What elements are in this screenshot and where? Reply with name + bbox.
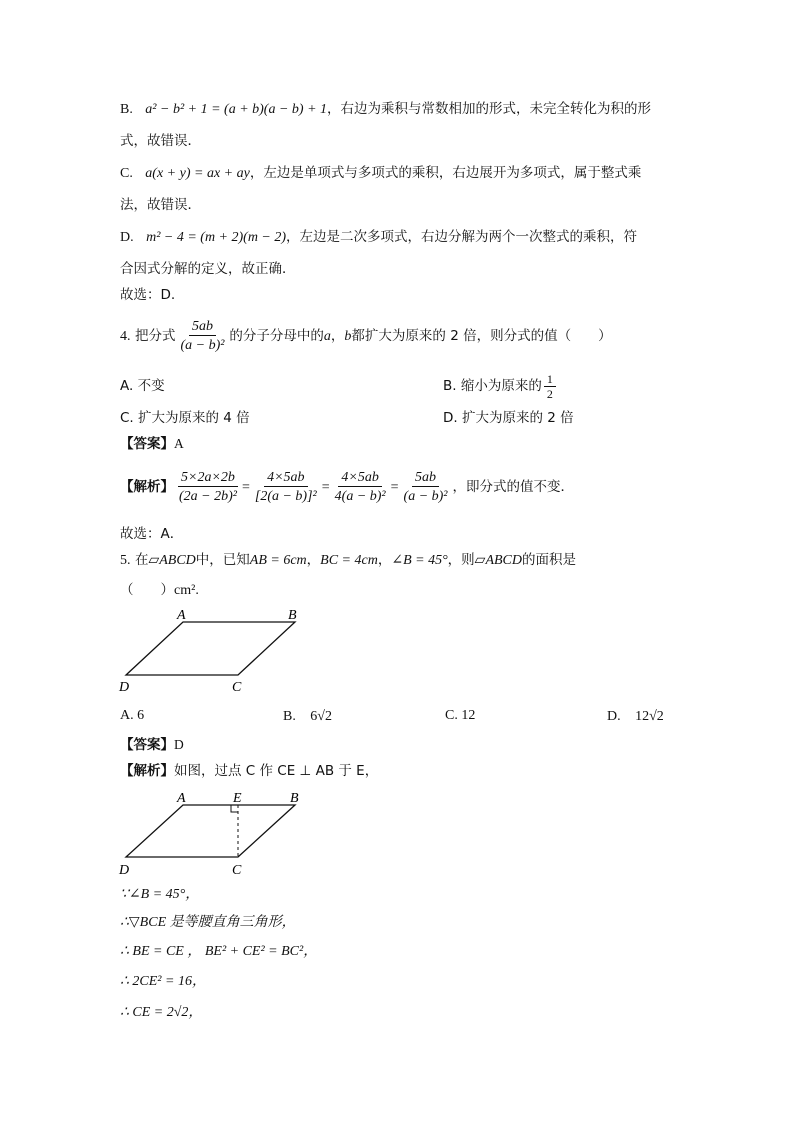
option-label: B. xyxy=(120,102,133,117)
answer-value: D xyxy=(174,737,184,752)
stem-text: 在 xyxy=(134,552,149,568)
parallelogram-symbol: ▱ xyxy=(148,553,160,568)
math-expression: a(x + y) = ax + ay xyxy=(145,166,250,181)
fraction xyxy=(544,372,556,401)
fraction-denominator: [2(a − b)]² xyxy=(254,488,317,504)
parallelogram-symbol: ▱ xyxy=(474,553,486,568)
q4-answer xyxy=(120,434,184,454)
solution-step: ∴ 2CE² = 16， xyxy=(120,974,206,989)
parallelogram-shape xyxy=(126,805,295,857)
vertex-label-a: A xyxy=(177,608,186,623)
answer-value: A xyxy=(174,436,184,451)
q5-stem-line1 xyxy=(120,550,576,571)
fraction xyxy=(401,469,451,506)
q3-option-c-line2: 法，故错误． xyxy=(120,197,201,213)
vertex-label-b: B xyxy=(288,608,297,623)
fraction-denominator: (a − b)² xyxy=(180,337,225,353)
equals-sign: = xyxy=(241,480,250,495)
figure-name: ABCD xyxy=(159,553,196,568)
math-expression: m² − 4 = (m + 2)(m − 2) xyxy=(146,230,287,245)
math-expression: AB = 6cm xyxy=(249,553,307,568)
q3-option-d-line2: 合因式分解的定义，故正确． xyxy=(120,261,296,277)
answer-tag: 【答案】 xyxy=(120,737,174,753)
q5-option-b xyxy=(283,706,332,727)
fraction-numerator: 5×2a×2b xyxy=(178,469,238,487)
explanation-text: ，右边为乘积与常数相加的形式，未完全转化为积的形 xyxy=(327,101,652,117)
period: . xyxy=(195,583,199,598)
fraction-denominator: 4(a − b)² xyxy=(334,488,386,504)
q5-analysis xyxy=(120,761,378,781)
q4-option-d: D. 扩大为原来的 2 倍 xyxy=(443,410,574,426)
figure-name: ABCD xyxy=(485,553,523,568)
vertex-label-e: E xyxy=(233,791,242,806)
math-expression: ∠B = 45° xyxy=(391,553,448,568)
equals-sign: = xyxy=(390,480,399,495)
fraction xyxy=(177,318,227,355)
q3-option-d-line1 xyxy=(120,227,637,248)
unit: cm² xyxy=(174,583,196,598)
q3-option-c-line1 xyxy=(120,163,641,184)
math-expression: a² − b² + 1 = (a + b)(a − b) + 1 xyxy=(145,102,328,117)
vertex-label-b: B xyxy=(290,791,299,806)
option-label: C. xyxy=(120,166,133,181)
fraction-denominator: 2 xyxy=(546,386,553,401)
question-number: 5. xyxy=(120,553,131,568)
stem-text: 把分式 xyxy=(134,328,176,344)
q5-option-a: A. 6 xyxy=(120,708,145,723)
fraction-numerator: 4×5ab xyxy=(264,469,307,487)
fraction-numerator: 5ab xyxy=(189,318,216,336)
option-value: 12√2 xyxy=(635,709,664,724)
vertex-label-a: A xyxy=(177,791,186,806)
q4-conclusion: 故选：A． xyxy=(120,526,184,542)
vertex-label-c: C xyxy=(232,863,242,878)
fraction xyxy=(176,469,240,506)
fraction-denominator: (a − b)² xyxy=(403,488,448,504)
fraction-numerator: 1 xyxy=(544,372,556,387)
solution-step: ∴ BE = CE ， BE² + CE² = BC²， xyxy=(120,944,318,959)
q4-option-a: A. 不变 xyxy=(120,378,165,394)
answer-tag: 【答案】 xyxy=(120,436,174,452)
option-label: D. xyxy=(120,230,134,245)
analysis-tag: 【解析】 xyxy=(120,763,174,779)
q4-option-b xyxy=(443,368,558,404)
analysis-tag: 【解析】 xyxy=(120,479,174,495)
equals-sign: = xyxy=(321,480,330,495)
explanation-text: ，左边是单项式与多项式的乘积，右边展开为多项式，属于整式乘 xyxy=(249,165,642,181)
right-angle-mark xyxy=(231,805,238,812)
stem-text: 的分子分母中的 xyxy=(229,328,324,344)
q3-option-b-line1 xyxy=(120,99,651,120)
fraction-numerator: 5ab xyxy=(412,469,439,487)
vertex-label-c: C xyxy=(232,680,242,695)
q5-stem-line2 xyxy=(120,580,199,601)
separator: ， xyxy=(330,328,345,344)
option-label: B. xyxy=(283,709,296,724)
vertex-label-d: D xyxy=(119,863,130,878)
stem-text: 的面积是 xyxy=(522,552,577,568)
variable: a xyxy=(323,329,331,344)
analysis-text: ，即分式的值不变． xyxy=(452,479,574,495)
q5-option-d xyxy=(607,706,664,727)
question-number: 4. xyxy=(120,329,131,344)
fraction xyxy=(252,469,320,506)
q3-option-b-line2: 式，故错误． xyxy=(120,133,201,149)
option-value: 6√2 xyxy=(310,709,332,724)
parallelogram-figure xyxy=(110,606,320,696)
stem-text: 都扩大为原来的 2 倍，则分式的值（ ） xyxy=(351,328,612,344)
answer-blank: （ ） xyxy=(120,582,174,598)
q3-conclusion: 故选：D. xyxy=(120,287,176,303)
q4-analysis xyxy=(120,462,574,513)
fraction-denominator: (2a − 2b)² xyxy=(179,488,237,504)
parallelogram-with-altitude-figure xyxy=(110,788,320,880)
q5-answer xyxy=(120,735,184,755)
q5-option-c: C. 12 xyxy=(445,708,476,723)
separator: ， xyxy=(377,552,392,568)
solution-step: ∴▽BCE 是等腰直角三角形， xyxy=(120,915,296,930)
stem-text: 中，已知 xyxy=(195,552,250,568)
option-label: D. xyxy=(607,709,621,724)
fraction-numerator: 4×5ab xyxy=(338,469,381,487)
variable: b xyxy=(344,329,352,344)
option-text: B. 缩小为原来的 xyxy=(443,378,542,394)
separator: ， xyxy=(306,552,321,568)
analysis-text: 如图，过点 C 作 CE ⊥ AB 于 E， xyxy=(174,763,379,779)
explanation-text: ，左边是二次多项式，右边分解为两个一次整式的乘积，符 xyxy=(286,229,638,245)
math-expression: BC = 4cm xyxy=(320,553,378,568)
fraction xyxy=(332,469,389,506)
q4-stem xyxy=(120,314,612,359)
solution-step: ∵∠B = 45°， xyxy=(120,887,200,902)
vertex-label-d: D xyxy=(119,680,130,695)
q4-option-c: C. 扩大为原来的 4 倍 xyxy=(120,410,250,426)
stem-text: ，则 xyxy=(447,552,475,568)
parallelogram-shape xyxy=(126,622,295,675)
solution-step: ∴ CE = 2√2， xyxy=(120,1005,203,1020)
